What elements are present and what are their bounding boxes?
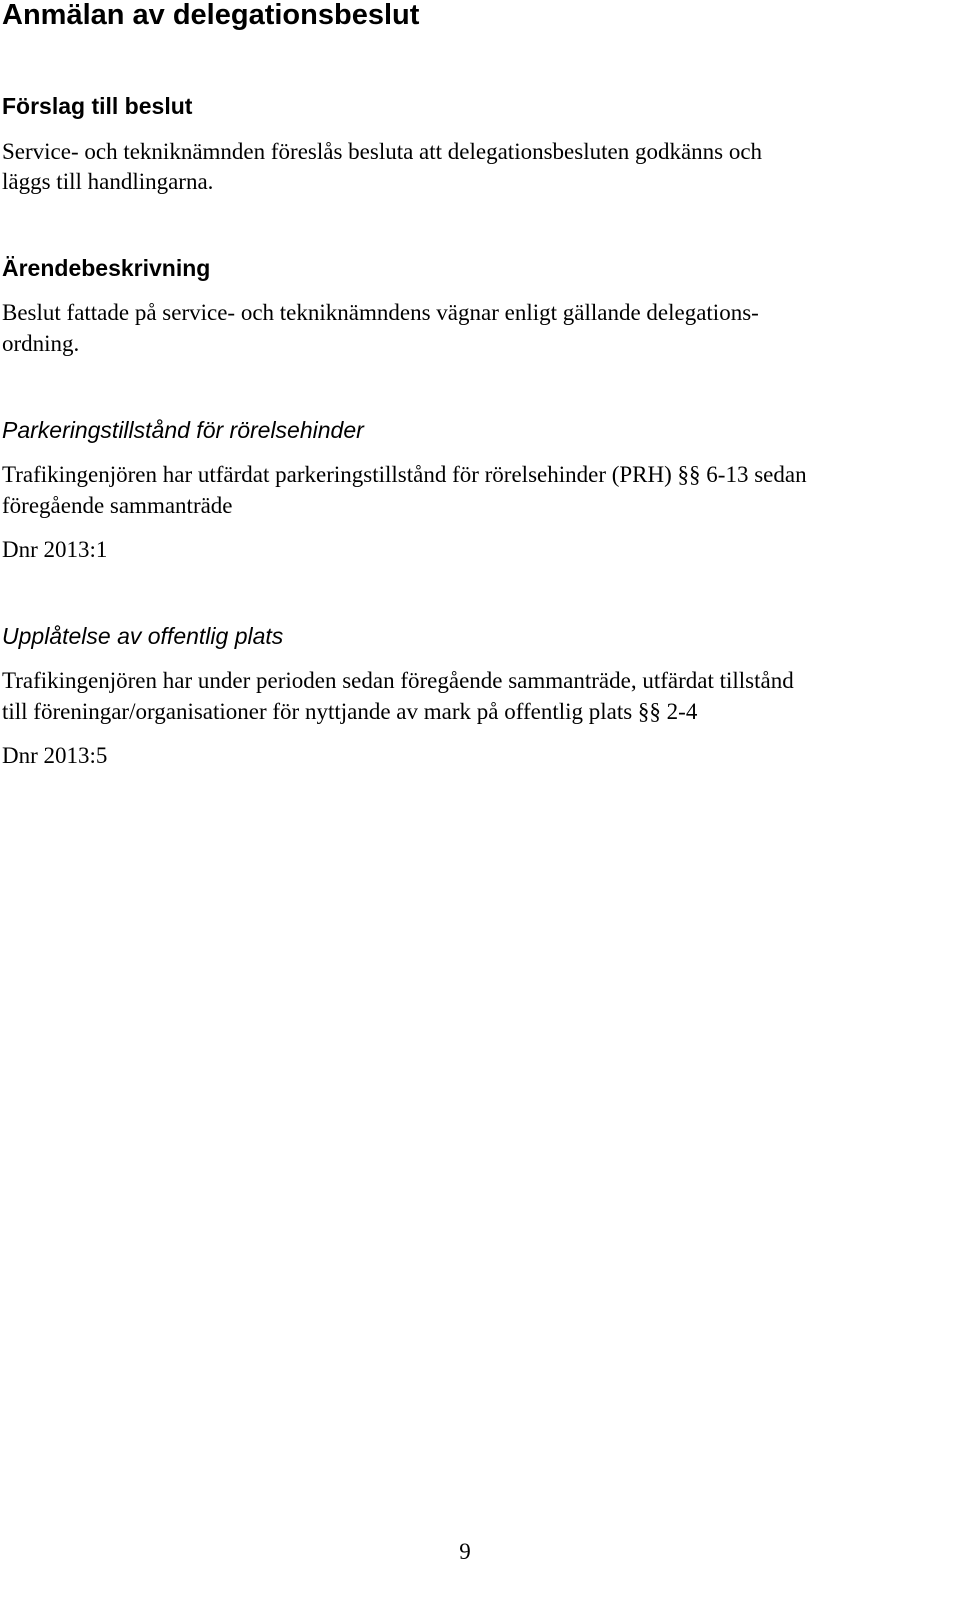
proposal-text-line-2: läggs till handlingarna. [2,169,214,194]
parking-text-line-2: föregående sammanträde [2,493,233,518]
proposal-heading: Förslag till beslut [2,93,193,119]
public-place-heading: Upplåtelse av offentlig plats [2,623,284,649]
public-place-dnr: Dnr 2013:5 [2,743,108,768]
parking-text-line-1: Trafikingenjören har utfärdat parkeringstillstånd för rörelsehinder (PRH) §§ 6-13 sedan [2,462,807,487]
description-text-line-1: Beslut fattade på service- och tekniknämndens vägnar enligt gällande delegations- [2,300,759,325]
document-title: Anmälan av delegationsbeslut [2,0,420,31]
parking-heading: Parkeringstillstånd för rörelsehinder [2,417,364,443]
page-number: 9 [459,1539,471,1564]
public-place-text-line-2: till föreningar/organisationer för nyttjande av mark på offentlig plats §§ 2-4 [2,699,698,724]
parking-dnr: Dnr 2013:1 [2,537,108,562]
proposal-text-line-1: Service- och tekniknämnden föreslås besluta att delegationsbesluten godkänns och [2,139,763,164]
description-text-line-2: ordning. [2,331,80,356]
public-place-text-line-1: Trafikingenjören har under perioden sedan föregående sammanträde, utfärdat tillstånd [2,668,794,693]
description-heading: Ärendebeskrivning [2,255,211,281]
